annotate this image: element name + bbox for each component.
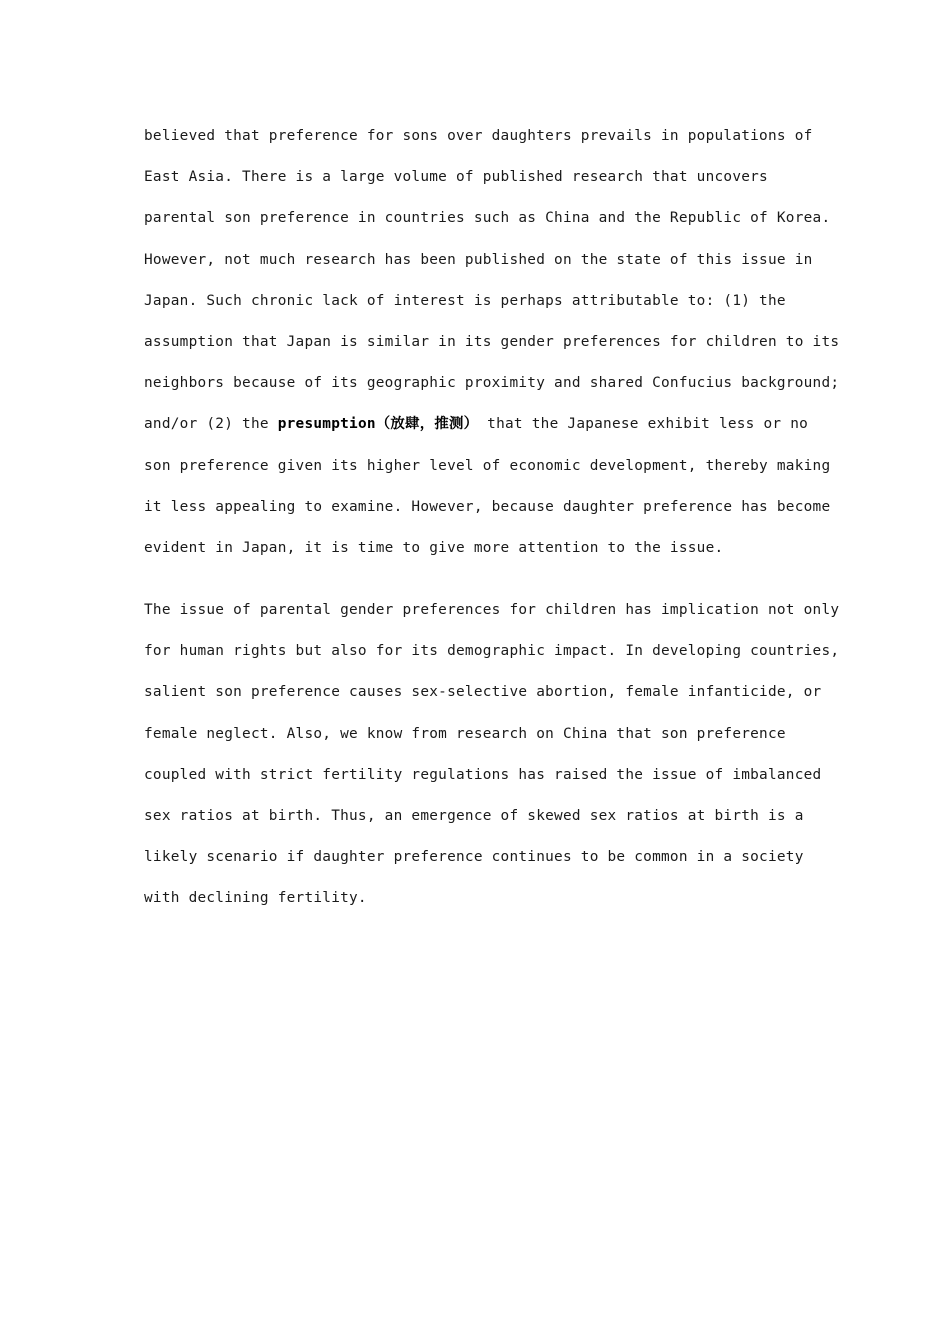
text-line: Japan. Such chronic lack of interest is perhaps attributable to: (1) the [144,292,786,309]
paragraph-2 [144,600,840,930]
text-line: East Asia. There is a large volume of published research that uncovers [144,169,768,186]
text-line: son preference given its higher level of economic development, thereby making [144,457,831,474]
text-line: parental son preference in countries such as China and the Republic of Korea. [144,210,831,227]
text-line: However, not much research has been published on the state of this issue in [144,251,813,268]
text-line: coupled with strict fertility regulations has raised the issue of imbalanced [144,766,822,783]
text-segment: that the Japanese exhibit less or no [478,416,809,433]
text-line: with declining fertility. [144,890,367,907]
text-line: believed that preference for sons over daughters prevails in populations of [144,128,813,144]
text-line: evident in Japan, it is time to give more attention to the issue. [144,539,724,556]
paragraph-1 [144,126,840,579]
text-line: likely scenario if daughter preference continues to be common in a society [144,849,804,866]
text-line: The issue of parental gender preferences for children has implication not only [144,602,840,618]
text-line: female neglect. Also, we know from research on China that son preference [144,725,786,742]
text-line: neighbors because of its geographic proximity and shared Confucius background; [144,375,840,392]
emphasized-term: presumption（放肆，推测） [277,416,479,433]
text-line: salient son preference causes sex-selective abortion, female infanticide, or [144,684,822,701]
text-line: for human rights but also for its demographic impact. In developing countries, [144,643,840,660]
text-line: assumption that Japan is similar in its gender preferences for children to its [144,333,840,350]
text-line: it less appealing to examine. However, because daughter preference has become [144,498,831,515]
text-line: sex ratios at birth. Thus, an emergence of skewed sex ratios at birth is a [144,807,804,824]
text-segment: and/or (2) the [144,416,278,433]
text-line-with-emphasis [144,414,814,455]
